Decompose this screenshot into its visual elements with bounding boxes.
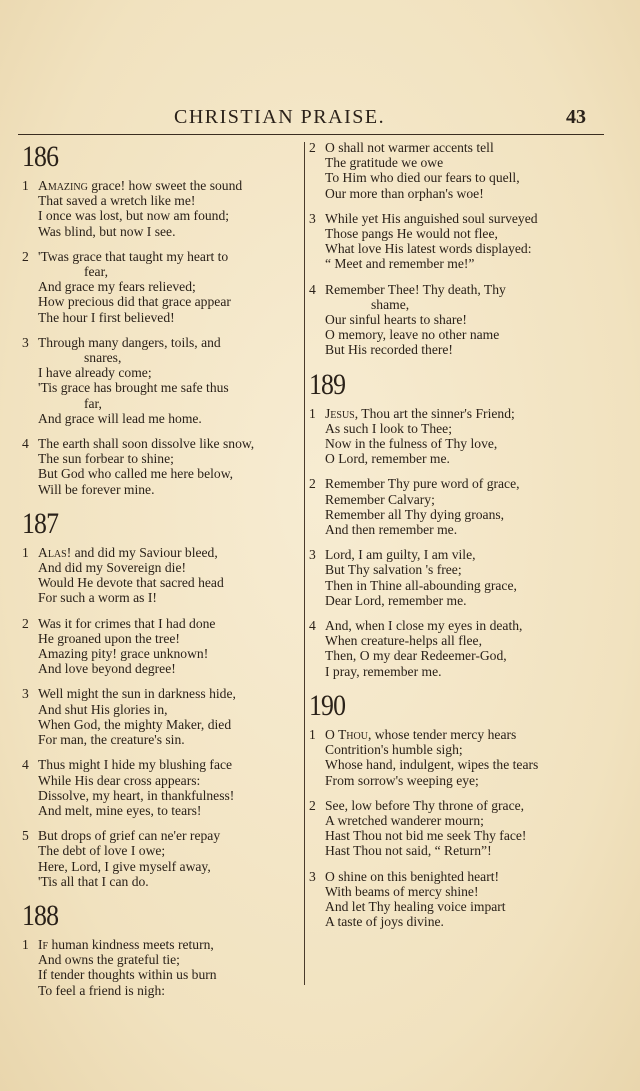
stanza bbox=[309, 547, 595, 608]
stanza bbox=[22, 335, 302, 426]
stanza-number: 2 bbox=[309, 140, 316, 155]
verse-line: While His dear cross appears: bbox=[38, 772, 201, 788]
verse-line: And love beyond degree! bbox=[38, 661, 176, 677]
stanza-number: 3 bbox=[309, 547, 316, 563]
stanza bbox=[22, 937, 302, 998]
verse-line: From sorrow's weeping eye; bbox=[325, 772, 479, 788]
verse-line: The gratitude we owe bbox=[325, 155, 444, 171]
verse-line: Hast Thou not said, “ Return”! bbox=[325, 843, 492, 859]
stanza-number: 3 bbox=[309, 868, 316, 884]
verse-line: The earth shall soon dissolve like snow, bbox=[38, 436, 255, 452]
verse-line: 'Tis grace has brought me safe thus bbox=[38, 380, 229, 396]
page-number: 43 bbox=[566, 106, 586, 128]
stanza-number: 2 bbox=[22, 248, 29, 264]
verse-line: Dear Lord, remember me. bbox=[325, 592, 467, 608]
hymn bbox=[22, 140, 302, 497]
verse-line: He groaned upon the tree! bbox=[38, 630, 180, 646]
page-header bbox=[0, 104, 640, 134]
verse-line: How precious did that grace appear bbox=[38, 294, 231, 310]
hymn-number: 187 bbox=[22, 506, 59, 540]
stanza-number: 2 bbox=[22, 615, 29, 631]
verse-line: To feel a friend is nigh: bbox=[38, 982, 166, 998]
running-title: CHRISTIAN PRAISE. bbox=[174, 106, 386, 128]
verse-line: shame, bbox=[371, 296, 410, 312]
stanza-number: 1 bbox=[309, 726, 316, 742]
left-column bbox=[22, 140, 302, 1008]
verse-line: And then remember me. bbox=[325, 522, 458, 538]
verse-line: A taste of joys divine. bbox=[325, 914, 444, 930]
verse-line: The hour I first believed! bbox=[38, 309, 175, 325]
stanza-number: 4 bbox=[309, 281, 316, 297]
verse-line: Would He devote that sacred head bbox=[38, 575, 224, 591]
verse-line: Hast Thou not bid me seek Thy face! bbox=[325, 828, 527, 844]
verse-line: I have already come; bbox=[38, 365, 152, 381]
verse-line: With beams of mercy shine! bbox=[325, 883, 479, 899]
verse-line: I once was lost, but now am found; bbox=[38, 208, 230, 224]
verse-line: Dissolve, my heart, in thankfulness! bbox=[38, 787, 235, 803]
verse-line: Whose hand, indulgent, wipes the tears bbox=[325, 757, 539, 773]
verse-line: Through many dangers, toils, and bbox=[38, 334, 221, 350]
stanza-number: 3 bbox=[309, 210, 316, 226]
verse-line: Thus might I hide my blushing face bbox=[38, 757, 233, 773]
stanza-number: 1 bbox=[22, 936, 29, 952]
verse-line: Was blind, but now I see. bbox=[38, 223, 176, 239]
hymn bbox=[22, 507, 302, 889]
stanza bbox=[309, 618, 595, 679]
first-word: Amazing bbox=[38, 178, 88, 193]
verse-line: O shine on this benighted heart! bbox=[325, 868, 500, 884]
verse-line: Remember Thee! Thy death, Thy bbox=[325, 281, 506, 297]
verse-line: Remember Calvary; bbox=[325, 491, 435, 507]
verse-line: Was it for crimes that I had done bbox=[38, 615, 216, 631]
header-rule bbox=[18, 134, 604, 135]
stanza-number: 1 bbox=[22, 544, 29, 560]
stanza bbox=[22, 686, 302, 747]
stanza-number: 1 bbox=[309, 405, 316, 421]
verse-line: Remember all Thy dying groans, bbox=[325, 506, 505, 522]
first-word: If bbox=[38, 936, 49, 952]
verse-line: What love His latest words displayed: bbox=[325, 241, 532, 257]
verse-line: When God, the mighty Maker, died bbox=[38, 716, 232, 732]
verse-line: If human kindness meets return, bbox=[38, 936, 214, 952]
verse-line: Amazing grace! how sweet the sound bbox=[38, 178, 243, 193]
hymn-number: 190 bbox=[309, 688, 346, 722]
stanza bbox=[309, 476, 595, 537]
hymn-number: 186 bbox=[22, 140, 59, 173]
hymn bbox=[309, 368, 595, 679]
verse-line: But His recorded there! bbox=[325, 342, 453, 358]
stanza-number: 4 bbox=[309, 618, 316, 634]
verse-line: But God who called me here below, bbox=[38, 466, 234, 482]
verse-line: 'Twas grace that taught my heart to bbox=[38, 248, 229, 264]
hymn bbox=[309, 689, 595, 929]
stanza-number: 2 bbox=[309, 476, 316, 492]
hymn-number: 188 bbox=[22, 898, 59, 932]
stanza-number: 4 bbox=[22, 436, 29, 452]
verse-line: “ Meet and remember me!” bbox=[325, 256, 475, 272]
stanza bbox=[309, 211, 595, 272]
stanza-number: 3 bbox=[22, 334, 29, 350]
verse-line: Lord, I am guilty, I am vile, bbox=[325, 547, 476, 563]
verse-line: Here, Lord, I give myself away, bbox=[38, 858, 211, 874]
column-divider bbox=[304, 142, 305, 985]
verse-line: If tender thoughts within us burn bbox=[38, 967, 217, 983]
verse-line: A wretched wanderer mourn; bbox=[325, 812, 484, 828]
first-word: Jesus bbox=[325, 405, 355, 421]
verse-line: And melt, mine eyes, to tears! bbox=[38, 802, 202, 818]
verse-line: fear, bbox=[84, 264, 108, 280]
verse-line: For man, the creature's sin. bbox=[38, 732, 185, 748]
verse-line: Now in the fulness of Thy love, bbox=[325, 436, 498, 452]
verse-line: As such I look to Thee; bbox=[325, 420, 452, 436]
stanza bbox=[309, 798, 595, 859]
verse-line: For such a worm as I! bbox=[38, 590, 157, 606]
verse-line: That saved a wretch like me! bbox=[38, 193, 196, 209]
stanza bbox=[22, 178, 302, 239]
stanza bbox=[22, 436, 302, 497]
verse-line: When creature-helps all flee, bbox=[325, 633, 482, 649]
verse-line: Those pangs He would not flee, bbox=[325, 226, 498, 242]
verse-line: Then, O my dear Redeemer-God, bbox=[325, 648, 507, 664]
right-column bbox=[309, 140, 595, 939]
hymn bbox=[309, 140, 595, 358]
stanza bbox=[22, 828, 302, 889]
verse-line: The debt of love I owe; bbox=[38, 843, 166, 859]
stanza bbox=[309, 282, 595, 358]
verse-line: See, low before Thy throne of grace, bbox=[325, 797, 525, 813]
stanza bbox=[22, 757, 302, 818]
stanza bbox=[309, 869, 595, 930]
verse-line: O Lord, remember me. bbox=[325, 451, 450, 467]
verse-line: The sun forbear to shine; bbox=[38, 451, 174, 467]
verse-line: I pray, remember me. bbox=[325, 663, 442, 679]
stanza bbox=[309, 406, 595, 467]
stanza-number: 1 bbox=[22, 178, 29, 193]
verse-line: And grace my fears relieved; bbox=[38, 279, 196, 295]
stanza bbox=[22, 616, 302, 677]
verse-line: O Thou, whose tender mercy hears bbox=[325, 726, 517, 742]
verse-line: O memory, leave no other name bbox=[325, 327, 500, 343]
stanza bbox=[309, 727, 595, 788]
verse-line: And owns the grateful tie; bbox=[38, 952, 180, 968]
verse-line: Our more than orphan's woe! bbox=[325, 185, 484, 201]
verse-line: While yet His anguished soul surveyed bbox=[325, 210, 538, 226]
stanza-number: 2 bbox=[309, 797, 316, 813]
verse-line: Alas! and did my Saviour bleed, bbox=[38, 544, 218, 560]
first-word: Alas bbox=[38, 544, 67, 560]
verse-line: To Him who died our fears to quell, bbox=[325, 170, 520, 186]
stanza-number: 3 bbox=[22, 686, 29, 702]
verse-line: Well might the sun in darkness hide, bbox=[38, 686, 236, 702]
first-word: O Thou bbox=[325, 726, 368, 742]
verse-line: Jesus, Thou art the sinner's Friend; bbox=[325, 405, 515, 421]
verse-line: Contrition's humble sigh; bbox=[325, 742, 463, 758]
verse-line: Our sinful hearts to share! bbox=[325, 312, 467, 328]
stanza-number: 5 bbox=[22, 828, 29, 844]
verse-line: And let Thy healing voice impart bbox=[325, 898, 506, 914]
verse-line: O shall not warmer accents tell bbox=[325, 140, 494, 155]
verse-line: And grace will lead me home. bbox=[38, 410, 202, 426]
stanza bbox=[309, 140, 595, 201]
hymn-number: 189 bbox=[309, 367, 346, 401]
stanza bbox=[22, 545, 302, 606]
verse-line: Then in Thine all-abounding grace, bbox=[325, 577, 517, 593]
verse-line: snares, bbox=[84, 350, 122, 366]
verse-line: 'Tis all that I can do. bbox=[38, 873, 149, 889]
verse-line: And did my Sovereign die! bbox=[38, 560, 186, 576]
verse-line: Amazing pity! grace unknown! bbox=[38, 646, 209, 662]
verse-line: And, when I close my eyes in death, bbox=[325, 618, 523, 634]
verse-line: Remember Thy pure word of grace, bbox=[325, 476, 520, 492]
verse-line: But Thy salvation 's free; bbox=[325, 562, 462, 578]
verse-line: Will be forever mine. bbox=[38, 481, 155, 497]
stanza-number: 4 bbox=[22, 757, 29, 773]
verse-line: And shut His glories in, bbox=[38, 701, 168, 717]
stanza bbox=[22, 249, 302, 325]
verse-line: But drops of grief can ne'er repay bbox=[38, 828, 221, 844]
hymn bbox=[22, 899, 302, 998]
verse-line: far, bbox=[84, 395, 102, 411]
